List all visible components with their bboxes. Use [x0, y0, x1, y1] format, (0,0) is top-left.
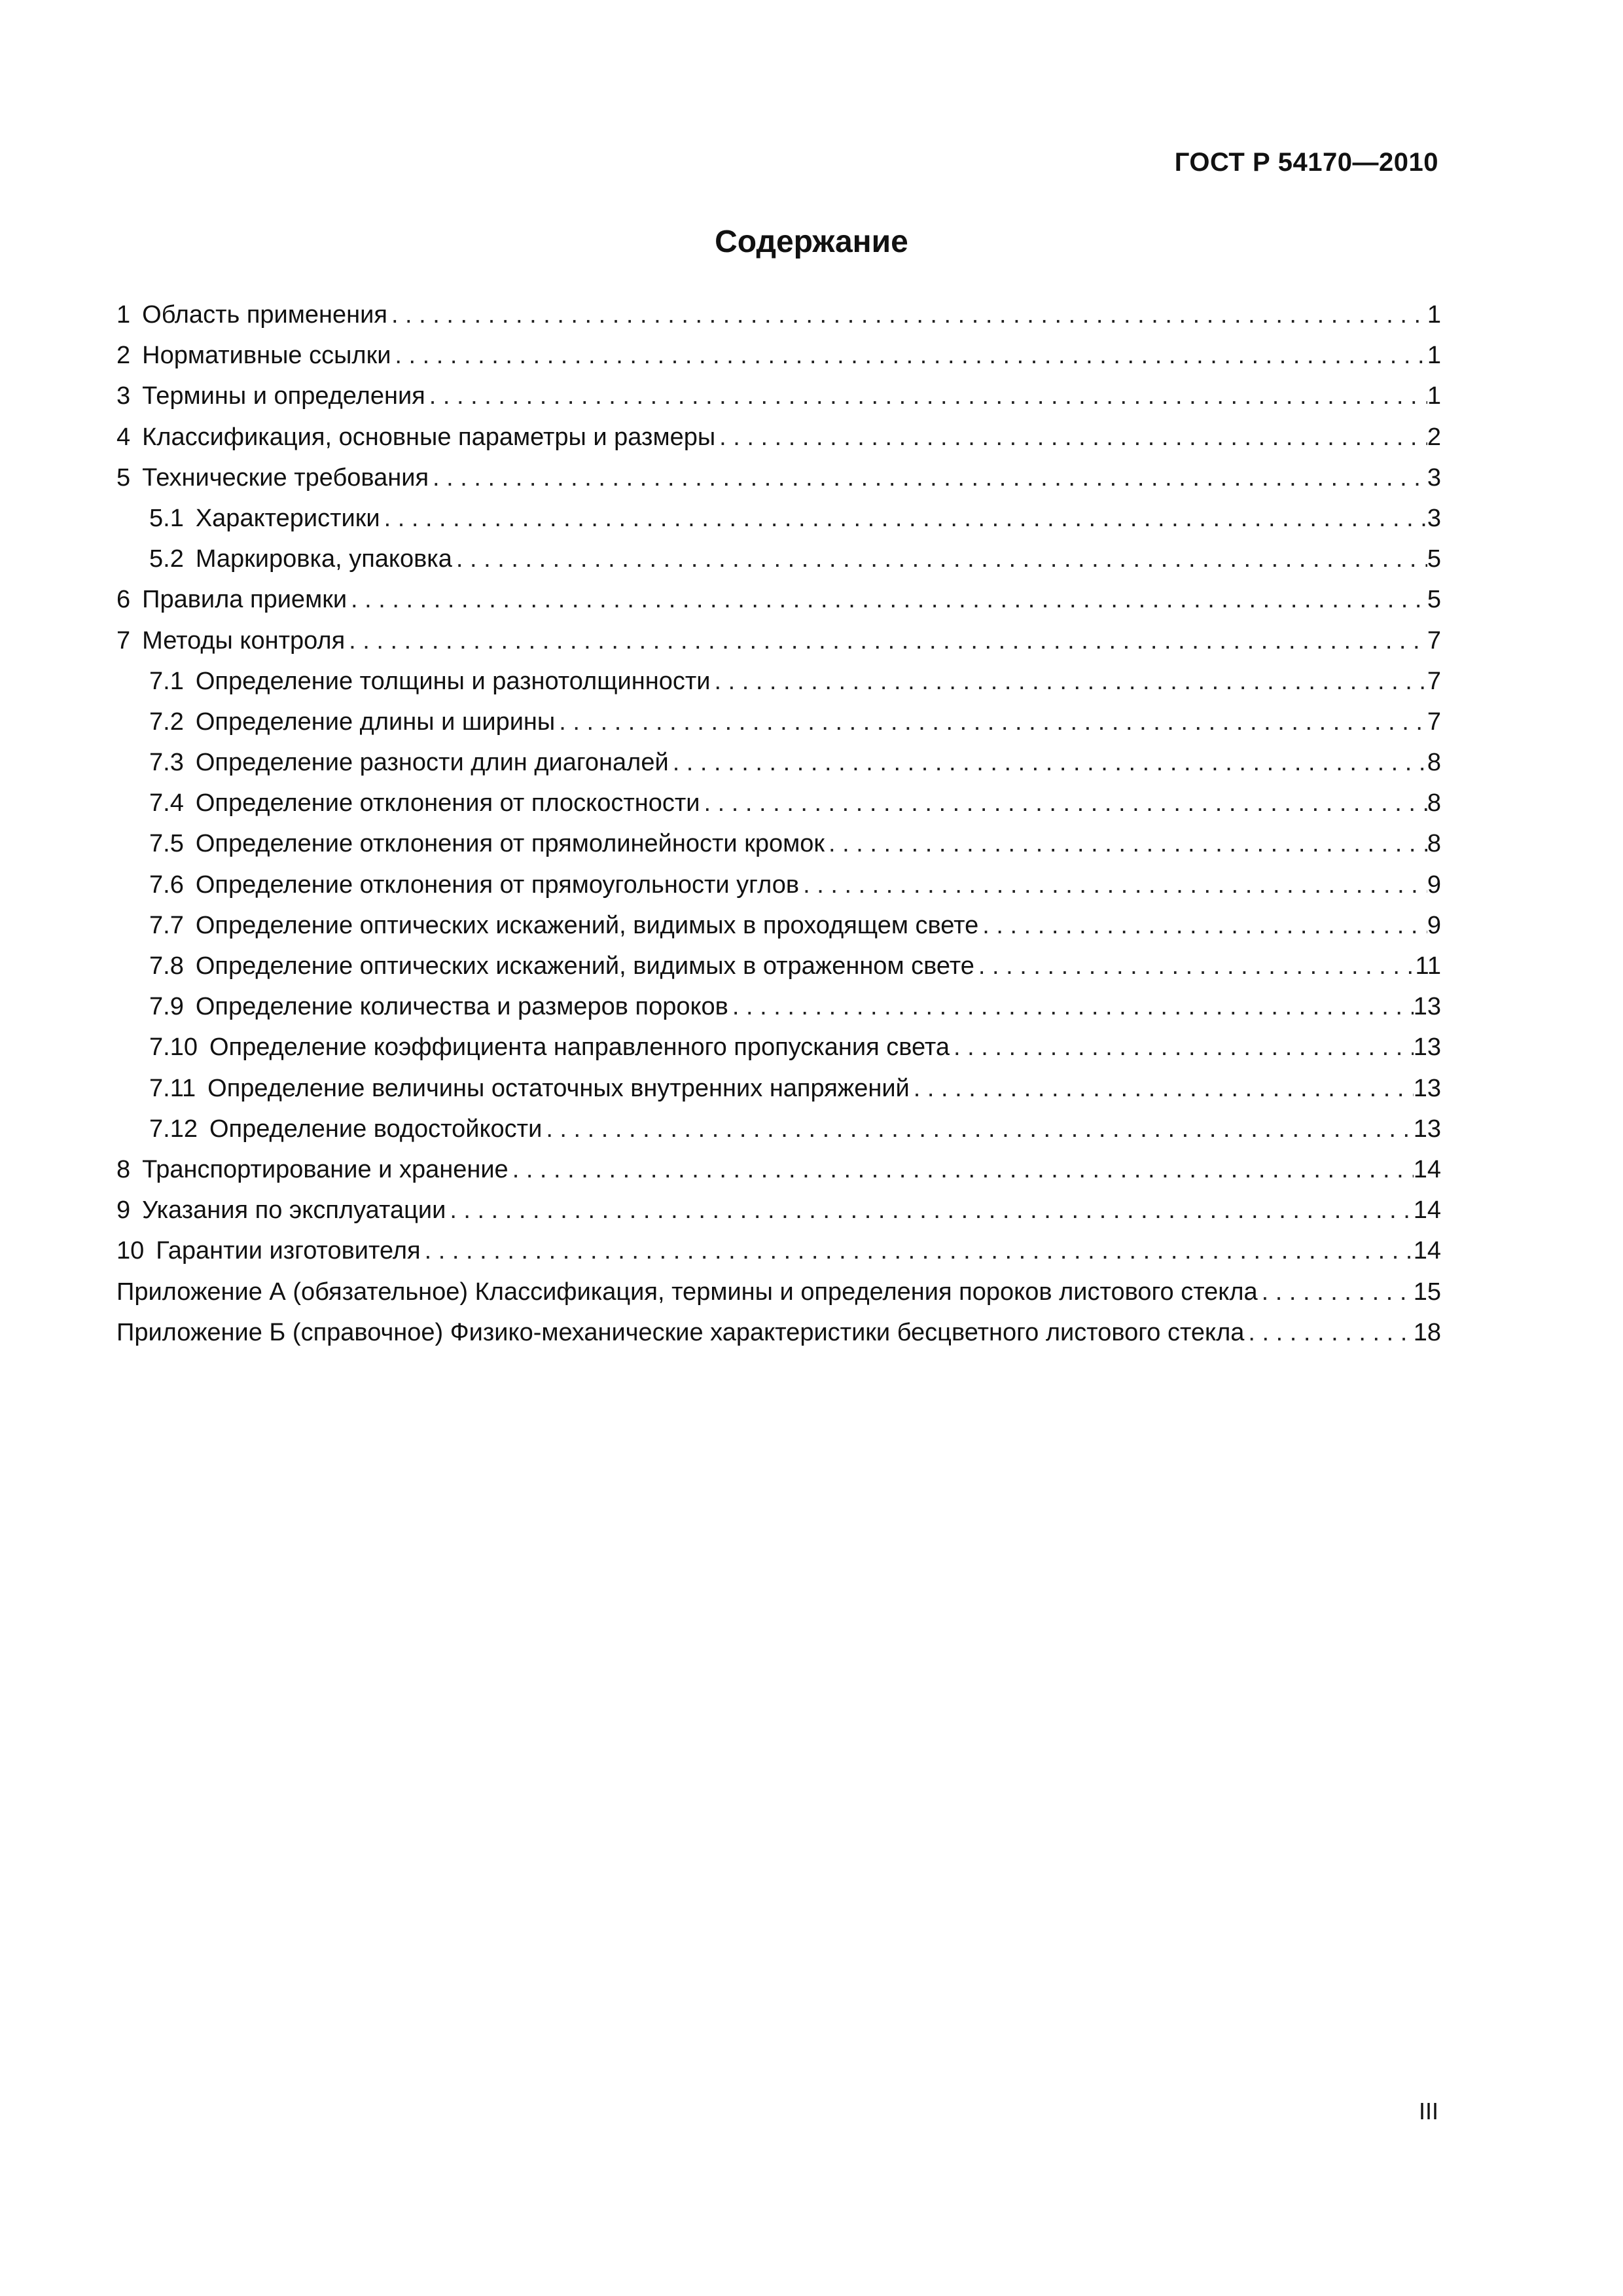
toc-entry[interactable] — [116, 661, 1441, 702]
toc-entry-number: 7.8 — [149, 952, 184, 980]
toc-entry-title: Определение отклонения от прямолинейности кромок — [195, 830, 825, 858]
toc-dot-leader — [825, 823, 1427, 864]
toc-entry-title: Определение длины и ширины — [195, 708, 556, 736]
toc-entry-number: 7.6 — [149, 870, 184, 899]
toc-entry-title: Нормативные ссылки — [142, 342, 391, 370]
toc-dot-leader — [425, 376, 1427, 416]
toc-dot-leader — [669, 742, 1427, 783]
toc-entry-page: 7 — [1427, 667, 1441, 695]
toc-entry[interactable] — [116, 1027, 1441, 1067]
toc-entry-number: 10 — [116, 1237, 145, 1265]
toc-entry-title: Определение водостойкости — [209, 1115, 543, 1143]
toc-entry-number: 5.1 — [149, 504, 184, 532]
toc-entry[interactable] — [116, 865, 1441, 905]
toc-entry-number: 1 — [116, 301, 131, 329]
toc-entry[interactable] — [116, 335, 1441, 376]
toc-entry-number: 6 — [116, 586, 131, 614]
toc-dot-leader — [345, 620, 1427, 661]
toc-dot-leader — [700, 783, 1427, 823]
toc-entry-page: 5 — [1427, 545, 1441, 573]
toc-entry[interactable] — [116, 1149, 1441, 1190]
toc-entry-title: Определение толщины и разнотолщинности — [195, 667, 711, 695]
toc-entry[interactable] — [116, 417, 1441, 457]
toc-entry-title: Термины и определения — [142, 382, 425, 410]
toc-entry-title: Определение оптических искажений, видимых в проходящем свете — [195, 911, 979, 939]
toc-entry[interactable] — [116, 905, 1441, 946]
toc-entry-title: Характеристики — [195, 504, 380, 532]
toc-entry-page: 3 — [1427, 463, 1441, 492]
toc-entry-page: 1 — [1427, 301, 1441, 329]
toc-dot-leader — [347, 579, 1427, 620]
toc-entry-number: 8 — [116, 1155, 131, 1183]
toc-entry-title: Указания по эксплуатации — [142, 1196, 446, 1225]
toc-dot-leader — [508, 1149, 1414, 1190]
toc-entry-page: 14 — [1413, 1196, 1441, 1225]
toc-entry[interactable] — [116, 1068, 1441, 1109]
toc-entry-title: Транспортирование и хранение — [142, 1155, 508, 1183]
toc-title: Содержание — [715, 224, 908, 259]
toc-entry-number: 7.9 — [149, 993, 184, 1021]
toc-entry-number: 5.2 — [149, 545, 184, 573]
toc-entry[interactable] — [116, 295, 1441, 335]
toc-entry-number: 4 — [116, 423, 131, 451]
toc-entry[interactable] — [116, 783, 1441, 823]
toc-dot-leader — [446, 1190, 1413, 1230]
toc-entry-page: 8 — [1427, 789, 1441, 817]
toc-entry[interactable] — [116, 376, 1441, 416]
toc-entry[interactable] — [116, 498, 1441, 539]
toc-dot-leader — [542, 1109, 1413, 1149]
table-of-contents — [116, 295, 1441, 1353]
toc-entry[interactable] — [116, 457, 1441, 498]
toc-entry-number: 7.4 — [149, 789, 184, 817]
toc-entry-number: 7.5 — [149, 830, 184, 858]
toc-entry-title: Определение количества и размеров пороков — [195, 993, 728, 1021]
toc-entry-title: Определение величины остаточных внутренних напряжений — [207, 1074, 910, 1102]
toc-entry-number: 7.7 — [149, 911, 184, 939]
toc-entry-title: Определение разности длин диагоналей — [195, 749, 669, 777]
toc-entry-page: 14 — [1413, 1237, 1441, 1265]
toc-dot-leader — [974, 946, 1416, 986]
toc-dot-leader — [710, 661, 1427, 702]
toc-entry[interactable] — [116, 702, 1441, 742]
toc-dot-leader — [715, 417, 1427, 457]
toc-entry-number: 7.10 — [149, 1033, 198, 1062]
toc-entry[interactable] — [116, 823, 1441, 864]
toc-entry-page: 13 — [1413, 1074, 1441, 1102]
toc-entry-page: 2 — [1427, 423, 1441, 451]
toc-entry-title: Правила приемки — [142, 586, 348, 614]
toc-entry[interactable] — [116, 1109, 1441, 1149]
toc-entry-title: Приложение А (обязательное) Классификация, термины и определения пороков листового стекла — [116, 1278, 1258, 1306]
toc-entry[interactable] — [116, 986, 1441, 1027]
toc-dot-leader — [452, 539, 1427, 579]
toc-entry-title: Определение отклонения от прямоугольности углов — [195, 870, 800, 899]
toc-entry-number: 5 — [116, 463, 131, 492]
toc-entry-page: 3 — [1427, 504, 1441, 532]
toc-entry[interactable] — [116, 620, 1441, 661]
toc-entry-number: 3 — [116, 382, 131, 410]
toc-entry-number: 7.11 — [149, 1074, 196, 1102]
toc-entry-number: 7.12 — [149, 1115, 198, 1143]
toc-entry-number: 7.2 — [149, 708, 184, 736]
toc-dot-leader — [1244, 1312, 1413, 1353]
toc-entry-title: Определение оптических искажений, видимых в отраженном свете — [195, 952, 974, 980]
toc-dot-leader — [950, 1027, 1414, 1067]
toc-entry-title: Приложение Б (справочное) Физико-механические характеристики бесцветного листового стекла — [116, 1318, 1245, 1346]
toc-dot-leader — [799, 865, 1427, 905]
toc-entry-number: 7.3 — [149, 749, 184, 777]
toc-entry-title: Гарантии изготовителя — [156, 1237, 421, 1265]
toc-dot-leader — [555, 702, 1427, 742]
toc-dot-leader — [910, 1068, 1414, 1109]
toc-dot-leader — [978, 905, 1427, 946]
toc-entry-page: 7 — [1427, 708, 1441, 736]
toc-dot-leader — [429, 457, 1427, 498]
toc-entry-page: 9 — [1427, 870, 1441, 899]
toc-dot-leader — [380, 498, 1427, 539]
toc-entry-number: 2 — [116, 342, 131, 370]
toc-entry-page: 8 — [1427, 830, 1441, 858]
toc-entry-page: 9 — [1427, 911, 1441, 939]
toc-entry-page: 1 — [1427, 342, 1441, 370]
toc-entry[interactable] — [116, 579, 1441, 620]
toc-dot-leader — [387, 295, 1427, 335]
toc-entry-title: Определение коэффициента направленного пропускания света — [209, 1033, 950, 1062]
toc-dot-leader — [421, 1230, 1414, 1271]
toc-entry-title: Область применения — [142, 301, 387, 329]
toc-entry-page: 13 — [1413, 1033, 1441, 1062]
toc-entry-page: 8 — [1427, 749, 1441, 777]
page-number: III — [1418, 2098, 1438, 2125]
toc-entry-title: Методы контроля — [142, 626, 346, 655]
toc-entry-title: Определение отклонения от плоскостности — [195, 789, 700, 817]
toc-entry-page: 13 — [1413, 1115, 1441, 1143]
toc-entry-title: Маркировка, упаковка — [195, 545, 452, 573]
toc-entry[interactable] — [116, 1312, 1441, 1353]
toc-dot-leader — [391, 335, 1427, 376]
toc-dot-leader — [728, 986, 1414, 1027]
toc-entry[interactable] — [116, 742, 1441, 783]
toc-entry-number: 7 — [116, 626, 131, 655]
toc-entry[interactable] — [116, 1272, 1441, 1312]
toc-entry-title: Классификация, основные параметры и размеры — [142, 423, 716, 451]
document-code: ГОСТ Р 54170—2010 — [1174, 148, 1438, 177]
toc-entry-page: 11 — [1415, 952, 1441, 980]
toc-entry-page: 18 — [1413, 1318, 1441, 1346]
toc-entry-page: 13 — [1413, 993, 1441, 1021]
toc-entry-page: 14 — [1413, 1155, 1441, 1183]
toc-entry-page: 15 — [1413, 1278, 1441, 1306]
toc-entry[interactable] — [116, 539, 1441, 579]
toc-entry-number: 9 — [116, 1196, 131, 1225]
toc-entry-number: 7.1 — [149, 667, 184, 695]
toc-dot-leader — [1258, 1272, 1414, 1312]
toc-entry[interactable] — [116, 1190, 1441, 1230]
toc-entry-title: Технические требования — [142, 463, 429, 492]
toc-entry-page: 7 — [1427, 626, 1441, 655]
toc-entry[interactable] — [116, 946, 1441, 986]
toc-entry[interactable] — [116, 1230, 1441, 1271]
toc-entry-page: 5 — [1427, 586, 1441, 614]
toc-entry-page: 1 — [1427, 382, 1441, 410]
